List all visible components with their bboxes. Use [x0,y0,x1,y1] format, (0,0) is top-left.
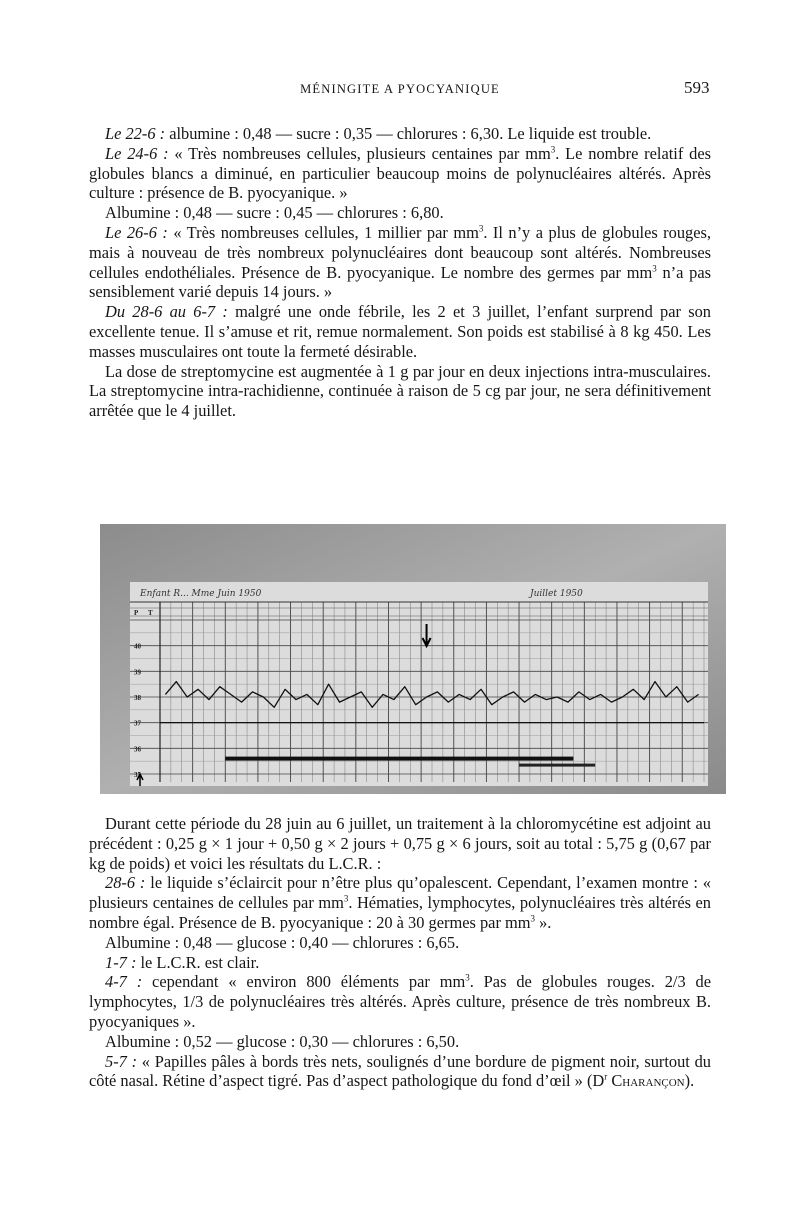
paragraph-1-7: 1-7 : le L.C.R. est clair. [105,952,260,972]
y-tick-label: 40 [134,642,141,651]
paragraph-28-6-au-6-7: Du 28-6 au 6-7 : malgré une onde fébrile, les 2 et 3 juillet, l’enfant surprend par son excellente tenue. Il s’amuse et rit, remue normalement. Son poids est stabilisé à 8 kg 450. Les masses musculaires ont toute la fermeté désirable. [89,302,711,361]
y-tick-label: 36 [134,745,141,754]
paragraph-albumine-1: Albumine : 0,48 — sucre : 0,45 — chlorures : 6,80. [105,203,444,223]
paragraph-4-7: 4-7 : cependant « environ 800 éléments par $mm^3$. Pas de globules rouges. 2/3 de lymphocytes, 1/3 de polynucléaires très altérés. Après culture, présence de très nombreux B. pyocyaniques ». [89,972,712,1031]
row-label-t: T [148,609,153,617]
paragraph-28-6: 28-6 : le liquide s’éclaircit pour n’être plus qu’opalescent. Cependant, l’examen montre : « plusieurs centaines de cellules par $mm^3$. Hématies, lymphocytes, polynucléaires très altérés en nombre égal. Présence de B. pyocyanique : 20 à 30 germes par $mm^3$ ». [89,873,711,932]
chart-header-left: Enfant R... Mme Juin 1950 [140,589,262,599]
running-title: MÉNINGITE A PYOCYANIQUE [300,82,500,96]
y-tick-label: 37 [134,719,141,728]
paragraph-26-6: Le 26-6 : « Très nombreuses cellules, 1 millier par $mm^3$. Il n’y a plus de globules rouges, mais à nouveau de très nombreux polynucléaires dont beaucoup sont altérés. Nombreuses cellules endothéliales. Présence de B. pyocyanique. Le nombre des germes par $mm^3$ n’a pas sensiblement varié depuis 14 jours. » [89,222,711,302]
paragraph-5-7: 5-7 : « Papilles pâles à bords très nets, soulignés d’une bordure de pigment noir, surtout du côté nasal. Rétine d’aspect tigré. Pas d’aspect pathologique du fond d’œil » ($D^r$ Charançon). [89,1051,711,1091]
paragraph-albumine-2: Albumine : 0,48 — glucose : 0,40 — chlorures : 6,65. [105,932,460,952]
paragraph-albumine-3: Albumine : 0,52 — glucose : 0,30 — chlorures : 6,50. [105,1031,460,1051]
paragraph-streptomycine: La dose de streptomycine est augmentée à 1 g par jour en deux injections intra-musculaires. La streptomycine intra-rachidienne, continuée à raison de 5 cg par jour, ne sera définitivement arrêtée que le 4 juillet. [89,361,711,421]
temperature-chart [100,524,726,794]
row-label-p: P [134,609,139,617]
chart-header-right: Juillet 1950 [530,589,583,599]
bottom-text-block [89,814,711,1091]
paragraph-22-6: Le 22-6 : albumine : 0,48 — sucre : 0,35 — chlorures : 6,30. Le liquide est trouble. [105,124,652,143]
treatment-bar [225,757,573,761]
page-number: 593 [684,78,710,97]
page-header [0,76,800,102]
paragraph-24-6: Le 24-6 : « Très nombreuses cellules, plusieurs centaines par $mm^3$. Le nombre relatif des globules blancs a diminué, en particulier beaucoup moins de polynucléaires altérés. Après culture : présence de B. pyocyanique. » [89,143,711,203]
y-tick-label: 35 [134,771,141,779]
top-text-block [89,124,711,421]
treatment-bar-secondary [519,764,595,767]
temperature-chart-photo [100,524,726,794]
y-tick-label: 39 [134,668,141,677]
y-tick-label: 38 [134,694,141,702]
paragraph-chloromycetine: Durant cette période du 28 juin au 6 juillet, un traitement à la chloromycétine est adjoint au précédent : 0,25 g × 1 jour + 0,50 g × 2 jours + 0,75 g × 6 jours, soit au total : 5,75 g (0,67 par kg de poids) et voici les résultats du L.C.R. : [89,814,711,873]
